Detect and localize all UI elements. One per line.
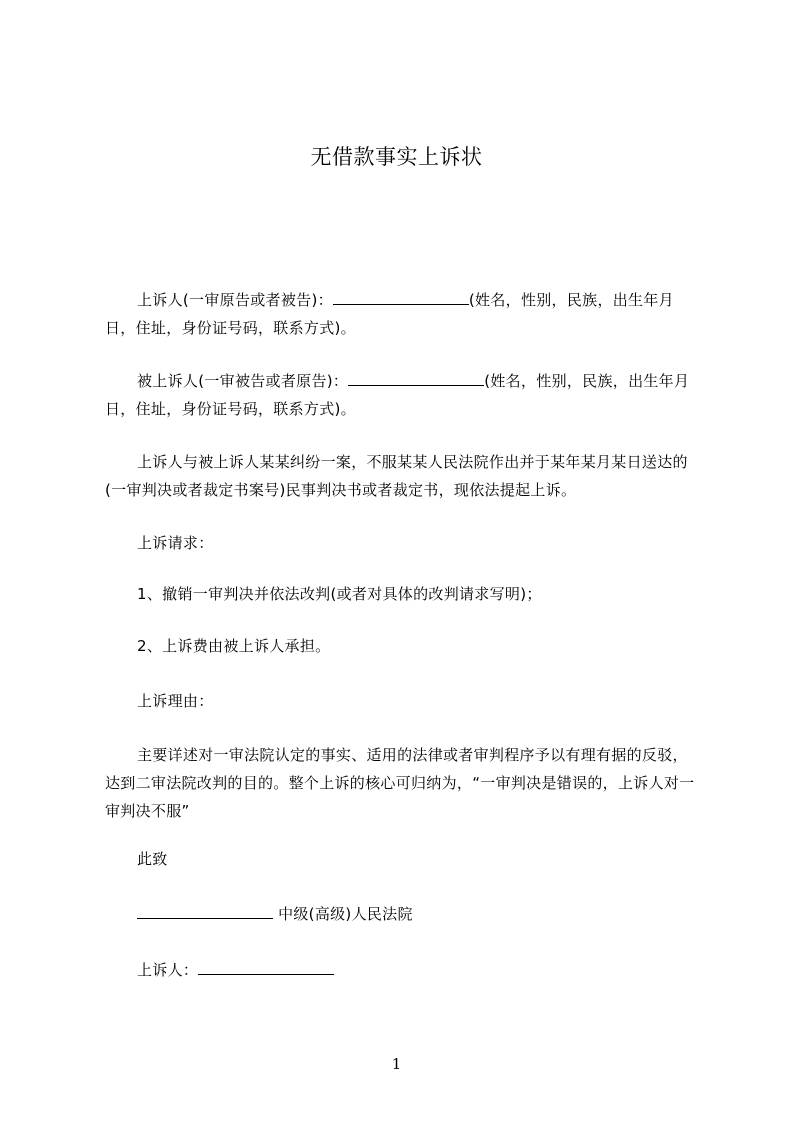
reasons-heading: 上诉理由： xyxy=(137,692,214,710)
request-item-2: 2、上诉费由被上诉人承担。 xyxy=(137,637,331,655)
page-number: 1 xyxy=(391,1055,402,1073)
requests-heading: 上诉请求： xyxy=(137,534,214,552)
appellant-name-blank xyxy=(333,289,469,305)
appellant-prefix: 上诉人(一审原告或者被告)： xyxy=(137,291,333,309)
appellant-suffix: (姓名，性别，民族，出生年月日，住址，身份证号码，联系方式)。 xyxy=(105,291,674,337)
court-name-blank xyxy=(137,903,273,919)
reasons-paragraph: 主要详述对一审法院认定的事实、适用的法律或者审判程序予以有理有据的反驳，达到二审法院改判的目的。整个上诉的核心可归纳为，“一审判决是错误的，上诉人对一审判决不服” xyxy=(105,746,695,820)
court-suffix: 中级(高级)人民法院 xyxy=(273,905,413,923)
signature-label: 上诉人： xyxy=(137,961,199,979)
case-statement-paragraph: 上诉人与被上诉人某某纠纷一案，不服某某人民法院作出并于某年某月某日送达的(一审判决或者裁定书案号)民事判决书或者裁定书，现依法提起上诉。 xyxy=(105,453,688,499)
appellee-paragraph xyxy=(105,367,703,423)
court-line xyxy=(137,900,413,928)
request-item-1: 1、撤销一审判决并依法改判(或者对具体的改判请求写明)； xyxy=(137,585,542,603)
appellee-prefix: 被上诉人(一审被告或者原告)： xyxy=(137,372,349,390)
signature-line xyxy=(137,956,334,984)
appellee-name-blank xyxy=(348,370,484,386)
signature-blank xyxy=(198,959,334,975)
document-title: 无借款事实上诉状 xyxy=(310,145,483,169)
appellee-suffix: (姓名，性别，民族，出生年月日，住址，身份证号码，联系方式)。 xyxy=(105,372,690,418)
salutation: 此致 xyxy=(137,850,168,868)
appellant-paragraph xyxy=(105,286,703,342)
